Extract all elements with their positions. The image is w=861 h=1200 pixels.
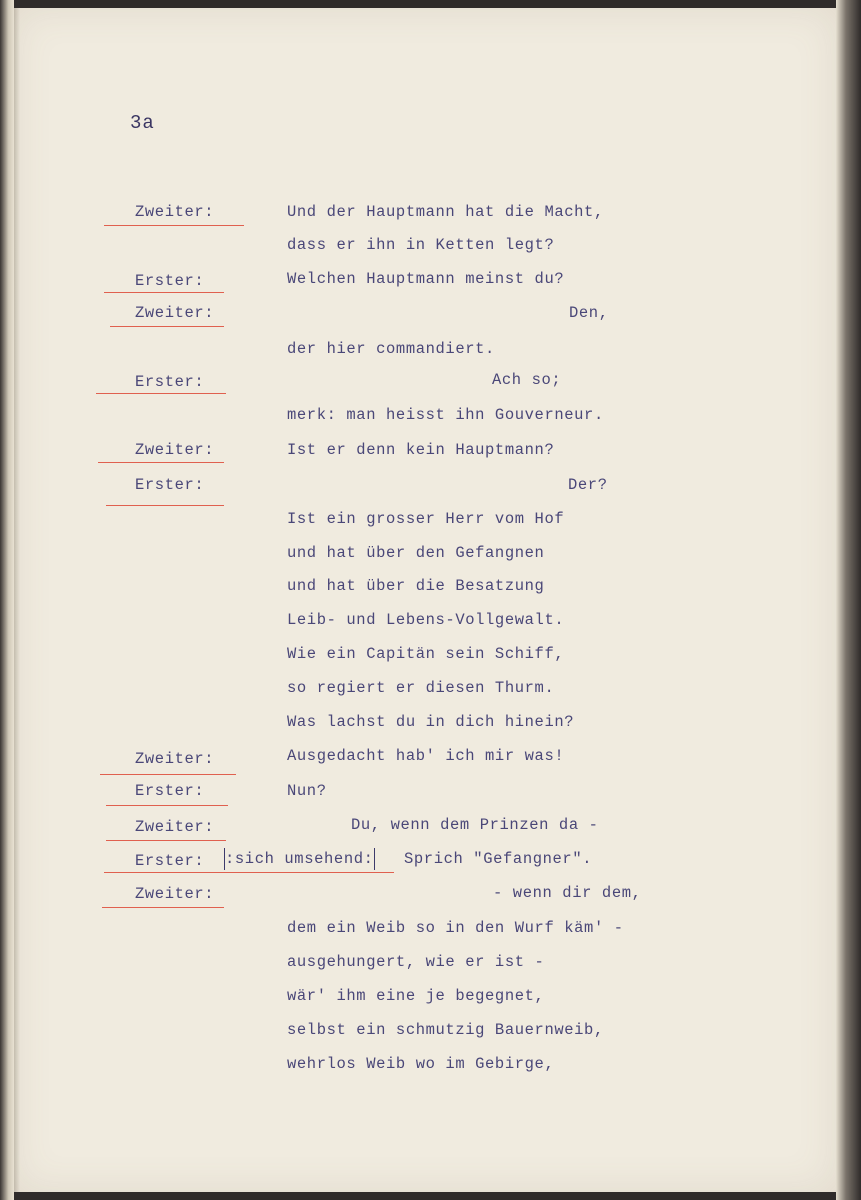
speaker-label: Erster:	[135, 373, 205, 391]
dialogue-line: Den,	[569, 304, 609, 322]
dialogue-line: Ist er denn kein Hauptmann?	[287, 441, 555, 459]
speaker-label: Zweiter:	[135, 750, 215, 768]
speaker-label: Zweiter:	[135, 885, 215, 903]
dialogue-line: ausgehungert, wie er ist -	[287, 953, 545, 971]
stage-direction	[224, 848, 375, 870]
dialogue-line: wehrlos Weib wo im Gebirge,	[287, 1055, 555, 1073]
dialogue-line: Sprich "Gefangner".	[404, 850, 593, 868]
speaker-label: Zweiter:	[135, 441, 215, 459]
dialogue-line: Welchen Hauptmann meinst du?	[287, 270, 565, 288]
dialogue-line: Der?	[568, 476, 608, 494]
speaker-label: Zweiter:	[135, 304, 215, 322]
speaker-label: Zweiter:	[135, 818, 215, 836]
dialogue-line: Ausgedacht hab' ich mir was!	[287, 747, 565, 765]
page-fold-shadow	[14, 8, 20, 1192]
dialogue-line: wär' ihm eine je begegnet,	[287, 987, 545, 1005]
left-page-edge	[0, 0, 14, 1200]
speaker-underline	[104, 225, 244, 226]
dialogue-line: und hat über den Gefangnen	[287, 544, 545, 562]
dialogue-line: Leib- und Lebens-Vollgewalt.	[287, 611, 565, 629]
speaker-label: Zweiter:	[135, 203, 215, 221]
dialogue-line: Wie ein Capitän sein Schiff,	[287, 645, 565, 663]
dialogue-line: der hier commandiert.	[287, 340, 495, 358]
speaker-underline	[106, 840, 226, 841]
dialogue-line: Nun?	[287, 782, 327, 800]
speaker-underline	[98, 462, 224, 463]
dialogue-line: dem ein Weib so in den Wurf käm' -	[287, 919, 624, 937]
speaker-label: Erster:	[135, 852, 205, 870]
speaker-label: Erster:	[135, 476, 205, 494]
speaker-underline	[106, 505, 224, 506]
speaker-underline	[96, 393, 226, 394]
speaker-underline	[106, 805, 228, 806]
speaker-underline	[100, 774, 236, 775]
dialogue-line: selbst ein schmutzig Bauernweib,	[287, 1021, 604, 1039]
document-page	[14, 8, 836, 1192]
dialogue-line: Ach so;	[492, 371, 562, 389]
right-page-edge	[836, 0, 861, 1200]
dialogue-line: merk: man heisst ihn Gouverneur.	[287, 406, 604, 424]
stage-bracket-close	[374, 848, 375, 870]
speaker-underline	[104, 292, 224, 293]
stage-direction-text: :sich umsehend:	[225, 850, 374, 869]
dialogue-line: und hat über die Besatzung	[287, 577, 545, 595]
dialogue-line: Ist ein grosser Herr vom Hof	[287, 510, 565, 528]
dialogue-line: Und der Hauptmann hat die Macht,	[287, 203, 604, 221]
page-number: 3a	[130, 112, 155, 134]
speaker-label: Erster:	[135, 272, 205, 290]
dialogue-line: so regiert er diesen Thurm.	[287, 679, 555, 697]
speaker-underline	[104, 872, 394, 873]
dialogue-line: - wenn dir dem,	[493, 884, 642, 902]
dialogue-line: dass er ihn in Ketten legt?	[287, 236, 555, 254]
speaker-underline	[102, 907, 224, 908]
dialogue-line: Du, wenn dem Prinzen da -	[351, 816, 599, 834]
speaker-label: Erster:	[135, 782, 205, 800]
speaker-underline	[110, 326, 224, 327]
dialogue-line: Was lachst du in dich hinein?	[287, 713, 575, 731]
